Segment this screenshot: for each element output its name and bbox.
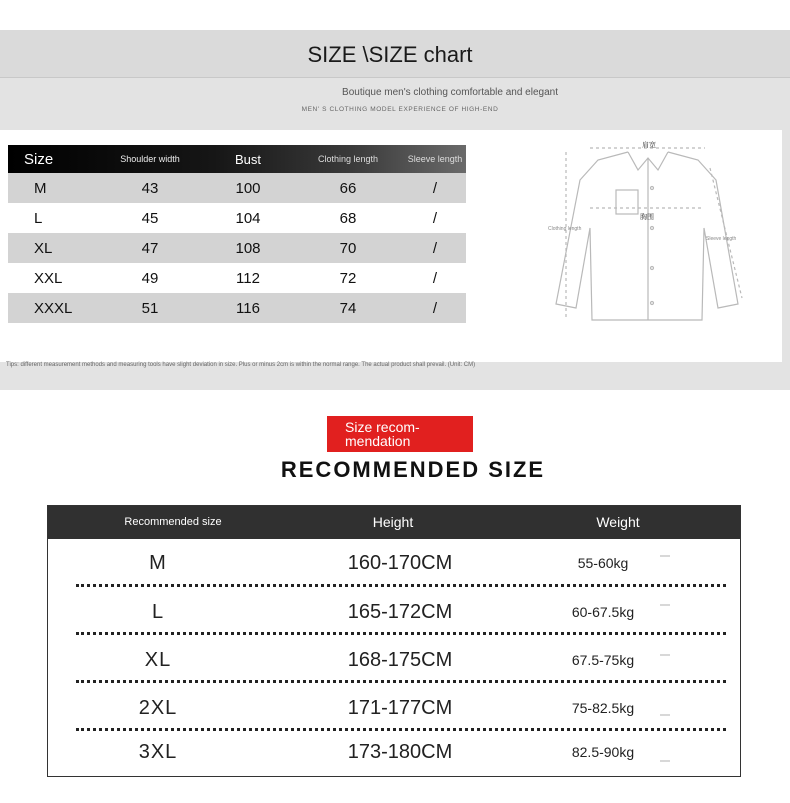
cell-size: M	[34, 179, 47, 197]
smudge-mark	[660, 555, 670, 557]
table-row	[48, 684, 740, 732]
cell-height: 160-170CM	[347, 552, 453, 574]
badge-line-2: mendation	[345, 433, 411, 449]
cell-height: 171-177CM	[347, 697, 453, 719]
title-band	[0, 30, 790, 78]
cell-weight: 67.5-75kg	[571, 652, 635, 668]
col-clothing-length: Clothing length	[317, 154, 379, 164]
cell-weight: 60-67.5kg	[571, 604, 635, 620]
tagline: MEN' S CLOTHING MODEL EXPERIENCE OF HIGH-END	[301, 106, 499, 113]
col-bust: Bust	[234, 151, 261, 167]
table-row	[48, 728, 740, 776]
cell-size: XXXL	[34, 299, 73, 317]
cell-height: 168-175CM	[347, 649, 453, 671]
cell-shoulder: 47	[141, 239, 159, 257]
cell-sleeve: /	[432, 299, 438, 317]
table-row	[48, 588, 740, 636]
cell-size: 2XL	[138, 697, 178, 719]
cell-bust: 112	[236, 269, 260, 287]
size-chart-header	[8, 145, 466, 173]
measurement-tips: Tips: different measurement methods and measuring tools have slight deviation in size. Plus or minus 2cm is within the normal range. The actual product shall prevail. (Unit: CM)	[6, 362, 476, 368]
col-recommended-size: Recommended size	[124, 516, 222, 528]
table-row	[8, 293, 466, 323]
cell-length: 72	[339, 269, 357, 287]
recommended-size-title: RECOMMENDED SIZE	[280, 457, 546, 482]
subtitle: Boutique men's clothing comfortable and elegant	[342, 87, 558, 98]
cell-weight: 82.5-90kg	[571, 744, 635, 760]
cell-bust: 116	[236, 299, 260, 317]
shoulder-label: 肩宽	[642, 142, 656, 149]
dotted-divider	[76, 632, 726, 635]
shirt-diagram	[520, 128, 782, 332]
cell-size: 3XL	[138, 741, 178, 763]
cell-size: L	[34, 209, 43, 227]
cell-length: 74	[339, 299, 357, 317]
col-weight: Weight	[596, 514, 640, 530]
col-size: Size	[24, 150, 54, 168]
cell-shoulder: 45	[141, 209, 159, 227]
table-row	[8, 263, 466, 293]
cell-size: M	[149, 552, 167, 574]
cell-bust: 100	[235, 179, 261, 197]
cell-height: 173-180CM	[347, 741, 453, 763]
table-row	[8, 233, 466, 263]
smudge-mark	[660, 760, 670, 762]
cell-sleeve: /	[432, 239, 438, 257]
sleeve-length-label: Sleeve length	[706, 236, 737, 242]
cell-length: 70	[339, 239, 357, 257]
table-row	[8, 203, 466, 233]
col-shoulder-width: Shoulder width	[120, 154, 180, 164]
table-row	[48, 539, 740, 587]
cell-shoulder: 49	[141, 269, 159, 287]
cell-height: 165-172CM	[347, 601, 453, 623]
cell-sleeve: /	[432, 209, 438, 227]
cell-shoulder: 51	[141, 299, 159, 317]
cell-bust: 104	[235, 209, 261, 227]
recommendation-header	[48, 506, 740, 539]
smudge-mark	[660, 714, 670, 716]
cell-bust: 108	[235, 239, 261, 257]
cell-length: 68	[339, 209, 357, 227]
size-chart-table	[8, 145, 466, 323]
cell-sleeve: /	[432, 179, 438, 197]
bust-label: 胸围	[640, 214, 654, 221]
cell-size: XXL	[34, 269, 63, 287]
dotted-divider	[76, 584, 726, 587]
cell-shoulder: 43	[141, 179, 159, 197]
clothing-length-label: Clothing length	[548, 226, 582, 232]
table-row	[48, 636, 740, 684]
recommendation-badge	[327, 416, 473, 452]
page-title: SIZE \SIZE chart	[307, 42, 473, 67]
smudge-mark	[660, 604, 670, 606]
recommendation-table	[47, 505, 741, 777]
dotted-divider	[76, 680, 726, 683]
badge-line-1: Size recom-	[345, 419, 420, 435]
cell-weight: 55-60kg	[577, 555, 629, 571]
cell-sleeve: /	[432, 269, 438, 287]
col-height: Height	[372, 514, 414, 530]
cell-size: XL	[34, 239, 53, 257]
cell-size: XL	[144, 649, 172, 671]
smudge-mark	[660, 654, 670, 656]
table-row	[8, 173, 466, 203]
cell-weight: 75-82.5kg	[571, 700, 635, 716]
cell-size: L	[151, 601, 165, 623]
col-sleeve-length: Sleeve length	[407, 154, 463, 164]
cell-length: 66	[339, 179, 357, 197]
